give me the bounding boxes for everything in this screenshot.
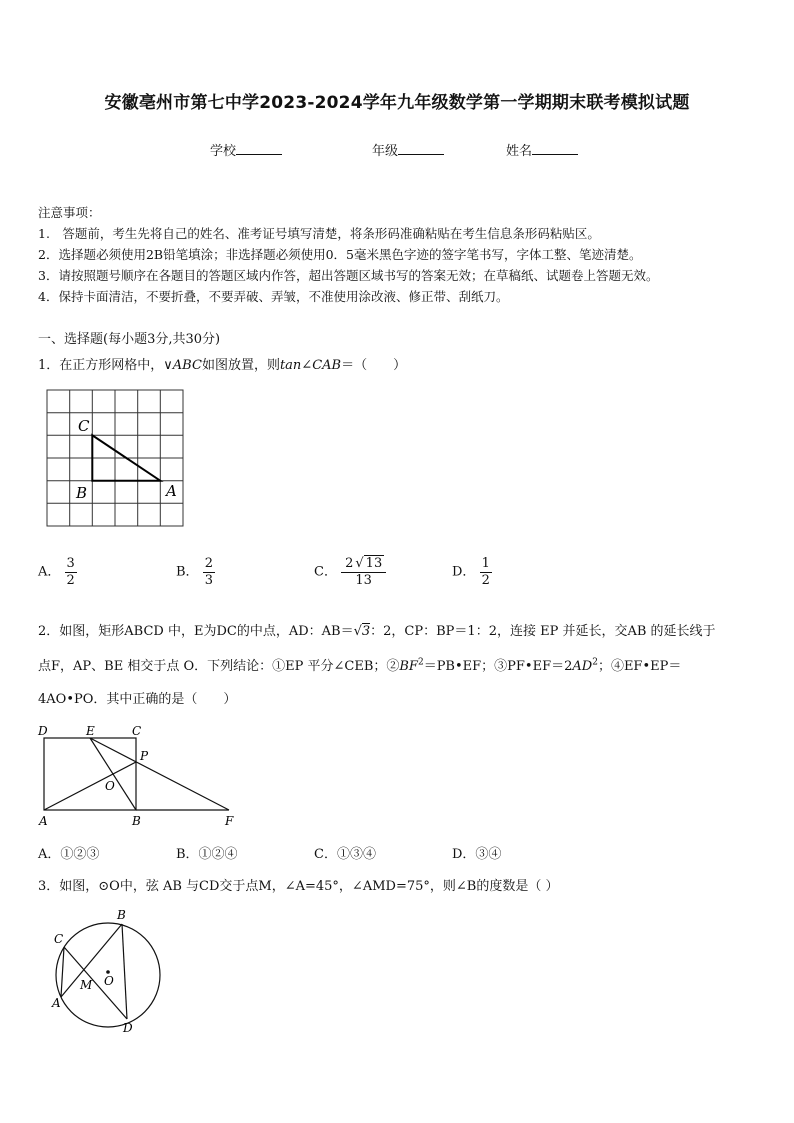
radicand: 13	[365, 556, 383, 571]
question-3: 3．如图，⊙O中，弦 AB 与CD交于点M，∠A=45°，∠AMD=75°，则∠B的度数是（ ）	[38, 879, 559, 894]
name-field[interactable]	[506, 140, 578, 159]
question-2-line-1	[38, 620, 716, 639]
fraction	[480, 556, 492, 588]
q1-label-b: B	[76, 484, 88, 502]
q2-rectangle-figure	[34, 722, 244, 830]
q2-text: 点F，AP、BE 相交于点 O．下列结论：①EP 平分∠CEB；②	[38, 659, 400, 674]
q2-option-a[interactable]: A．①②③	[38, 847, 100, 862]
q2-label-e: E	[86, 724, 95, 738]
q3-label-m: M	[80, 978, 93, 992]
q2-text: ＝PB•EF；③PF•EF＝2	[423, 659, 573, 674]
q1-label-a: A	[166, 482, 177, 500]
notice-item: 1. 答题前，考生先将自己的姓名、准考证号填写清楚，将条形码准确粘贴在考生信息条形码粘贴区。	[38, 226, 600, 241]
q2-label-o: O	[105, 779, 115, 793]
denominator: 13	[355, 572, 372, 588]
q3-circle-figure	[46, 905, 166, 1035]
q1-option-c[interactable]	[314, 556, 386, 588]
q1-option-d[interactable]	[452, 556, 492, 588]
q2-text: ：2，CP：BP＝1：2，连接 EP 并延长，交AB 的延长线于	[370, 624, 716, 639]
q2-text: 2．如图，矩形ABCD 中，E为DC的中点，AD：AB＝	[38, 624, 354, 639]
option-label: D．	[452, 564, 476, 580]
question-2-line-3: 4AO•PO．其中正确的是（ ）	[38, 692, 237, 707]
q3-label-o: O	[104, 974, 114, 988]
q2-option-b[interactable]: B．①②④	[176, 847, 238, 862]
question-1	[38, 354, 406, 373]
q2-label-d: D	[38, 724, 48, 738]
q2-bf: BF	[399, 659, 418, 674]
q2-ad: AD	[572, 659, 593, 674]
notice-item: 2．选择题必须使用2B铅笔填涂；非选择题必须使用0．5毫米黑色字迹的签字笔书写，字体工整、笔迹清楚。	[38, 247, 642, 262]
q2-label-c: C	[132, 724, 142, 738]
option-label: A．	[38, 564, 61, 580]
page-title: 安徽亳州市第七中学2023-2024学年九年级数学第一学期期末联考模拟试题	[104, 93, 690, 113]
q3-label-b: B	[117, 908, 126, 922]
name-blank[interactable]	[532, 142, 578, 155]
fraction	[341, 556, 386, 588]
grade-field[interactable]	[372, 140, 444, 159]
q3-label-d: D	[123, 1021, 133, 1035]
notice-item: 4．保持卡面清洁，不要折叠，不要弄破、弄皱，不准使用涂改液、修正带、刮纸刀。	[38, 289, 509, 304]
school-blank[interactable]	[236, 142, 282, 155]
exponent: 2	[417, 657, 424, 668]
q1-triangle: ∨ABC	[163, 358, 202, 373]
q1-prefix: 1．在正方形网格中，	[38, 358, 164, 373]
q2-option-c[interactable]: C．①③④	[314, 847, 376, 862]
name-label: 姓名	[506, 144, 533, 159]
numerator: 3	[66, 556, 75, 571]
q3-label-a: A	[52, 996, 61, 1010]
fraction	[65, 556, 77, 588]
q1-option-b[interactable]	[176, 556, 215, 588]
option-label: C．	[314, 564, 337, 580]
q1-mid: 如图放置，则	[201, 358, 280, 373]
q1-label-c: C	[78, 417, 90, 435]
q1-suffix: ＝（ ）	[341, 358, 407, 373]
radicand: 3	[361, 624, 371, 639]
exponent: 2	[592, 657, 598, 668]
notice-item: 3．请按照题号顺序在各题目的答题区域内作答，超出答题区域书写的答案无效；在草稿纸、试题卷上答题无效。	[38, 268, 659, 283]
denominator: 2	[66, 572, 75, 588]
q2-label-b: B	[132, 814, 141, 828]
q2-label-a: A	[39, 814, 48, 828]
q2-option-d[interactable]: D．③④	[452, 847, 502, 862]
grade-blank[interactable]	[398, 142, 444, 155]
question-2-line-2	[38, 655, 681, 674]
q1-option-a[interactable]	[38, 556, 77, 588]
q2-text: ；④EF•EP＝	[597, 659, 682, 674]
fraction	[203, 556, 215, 588]
section-heading: 一、选择题(每小题3分,共30分)	[38, 332, 221, 347]
option-label: B．	[176, 564, 199, 580]
q2-label-f: F	[225, 814, 234, 828]
numerator: 2 √ 13	[341, 556, 386, 573]
q1-grid-figure	[46, 389, 186, 529]
sqrt-3: √3	[353, 624, 371, 639]
grade-label: 年级	[372, 144, 399, 159]
q2-label-p: P	[140, 749, 149, 763]
notice-heading: 注意事项：	[38, 205, 101, 220]
denominator: 2	[481, 572, 490, 588]
q3-label-c: C	[54, 932, 64, 946]
school-field[interactable]	[210, 140, 282, 159]
numerator: 2	[204, 556, 213, 571]
numerator: 1	[481, 556, 490, 571]
coefficient: 2	[345, 556, 354, 571]
q1-expr: tan∠CAB	[279, 358, 342, 373]
school-label: 学校	[210, 144, 237, 159]
denominator: 3	[204, 572, 213, 588]
